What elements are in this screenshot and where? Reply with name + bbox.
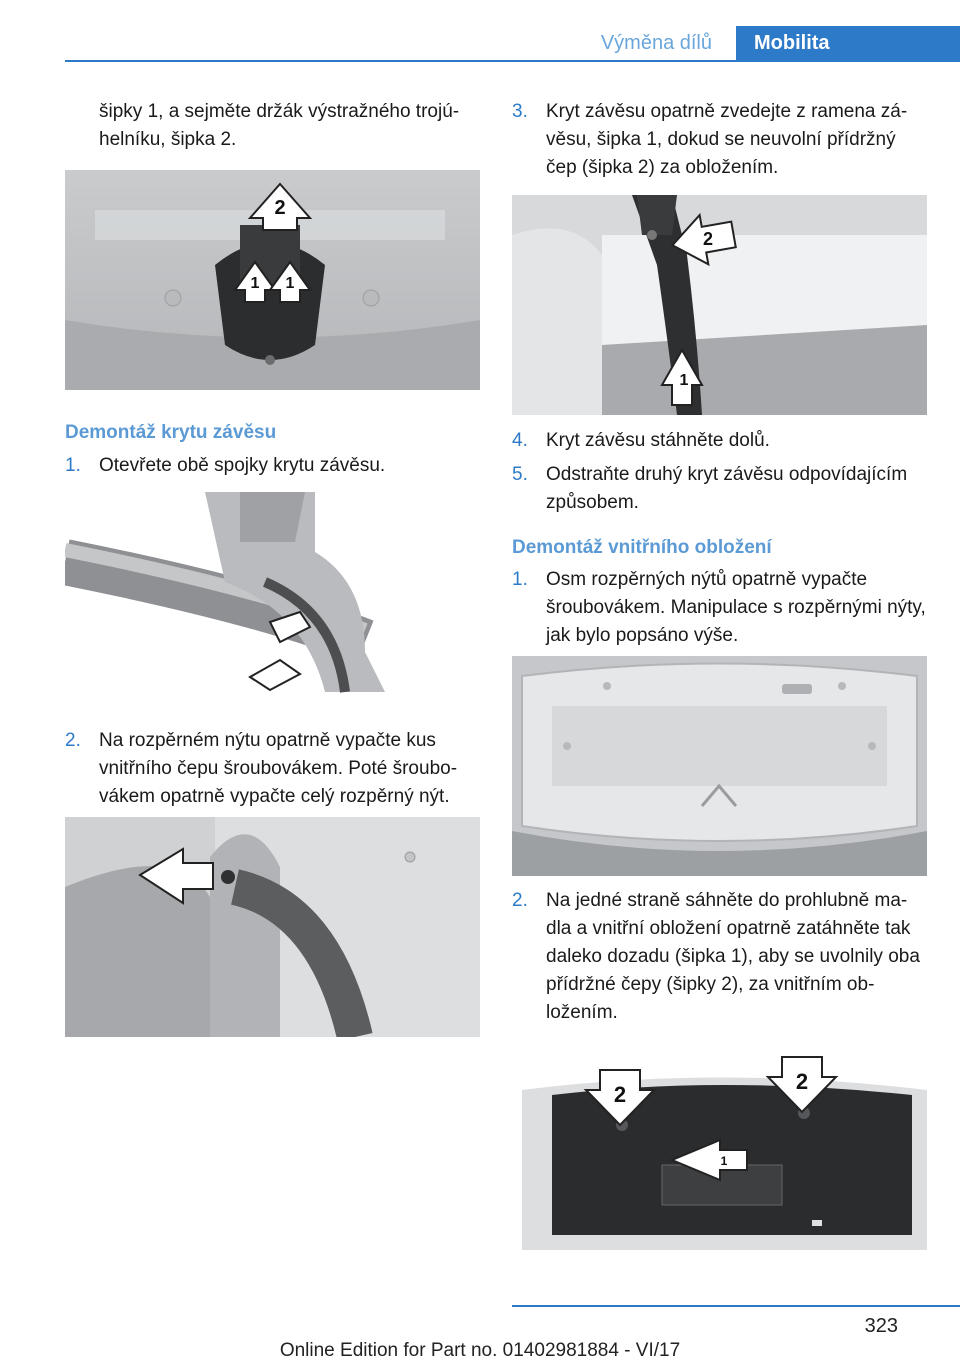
step-number: 5.	[512, 464, 528, 485]
fig1-label-2: 2	[274, 197, 286, 219]
fig4-label-2: 2	[702, 229, 714, 249]
figure-triangle-holder	[65, 170, 480, 390]
page-number: 323	[864, 1315, 898, 1337]
list-item	[512, 566, 927, 650]
step-text: Osm rozpěrných nýtů opatrně vypačte šroubovákem. Manipulace s rozpěrnými nýty, jak bylo popsáno výše.	[546, 569, 926, 646]
fig1-label-1b: 1	[285, 275, 295, 292]
list-item	[512, 887, 927, 1027]
intro-text: šipky 1, a sejměte držák výstražného trojú‐ helníku, šipka 2.	[99, 101, 460, 150]
figure-trunk-lid-trim	[512, 656, 927, 876]
heading-hinge-cover: Demontáž krytu závěsu	[65, 422, 277, 443]
step-text: Na rozpěrném nýtu opatrně vypačte kus vnitřního čepu šroubovákem. Poté šroubo‐ vákem opatrně vypačte celý rozpěrný nýt.	[99, 730, 458, 807]
list-item	[512, 98, 927, 182]
page-header	[0, 0, 960, 62]
step-number: 2.	[65, 730, 81, 751]
step-number: 1.	[65, 455, 81, 476]
list-item	[512, 461, 927, 517]
fig4-label-1: 1	[679, 372, 689, 389]
header-chapter-tab: Mobilita	[736, 26, 960, 60]
step-text: Na jedné straně sáhněte do prohlubně ma‐ dla a vnitřní obložení opatrně zatáhněte tak daleko dozadu (šipka 1), aby se uvolnily oba přídržné čepy (šipky 2), za vnitřním ob‐ ložením.	[546, 890, 920, 1023]
edition-info: Online Edition for Part no. 01402981884 - VI/17	[279, 1340, 681, 1361]
header-rule	[65, 60, 960, 62]
step-number: 3.	[512, 101, 528, 122]
list-item	[65, 452, 480, 480]
step-number: 2.	[512, 890, 528, 911]
figure-hinge-clips	[65, 492, 480, 697]
step-text: Odstraňte druhý kryt závěsu odpovídajícím způsobem.	[546, 464, 908, 513]
fig6-label-2b: 2	[795, 1069, 809, 1094]
step-number: 1.	[512, 569, 528, 590]
figure-expansion-rivet	[65, 817, 480, 1037]
figure-lift-hinge-cover	[512, 195, 927, 415]
list-item	[65, 727, 480, 811]
footer-rule	[512, 1305, 960, 1307]
step-text: Kryt závěsu stáhněte dolů.	[546, 430, 770, 451]
fig1-label-1a: 1	[250, 275, 260, 292]
list-item	[512, 427, 927, 455]
step-text: Otevřete obě spojky krytu závěsu.	[99, 455, 386, 476]
step-text: Kryt závěsu opatrně zvedejte z ramena zá‐ věsu, šipka 1, dokud se neuvolní přídržný čep (šipka 2) za obložením.	[546, 101, 908, 178]
figure-pull-inner-trim	[512, 1045, 927, 1250]
fig6-label-2a: 2	[613, 1082, 627, 1107]
header-section-title: Výměna dílů	[600, 32, 712, 54]
heading-inner-trim: Demontáž vnitřního obložení	[512, 537, 772, 558]
step-number: 4.	[512, 430, 528, 451]
fig6-label-1: 1	[720, 1154, 728, 1168]
